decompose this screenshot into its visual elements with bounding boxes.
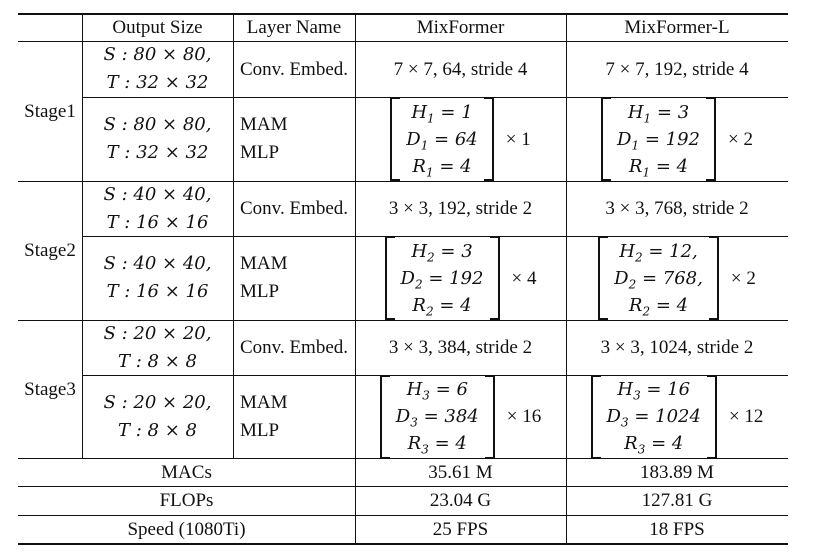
column-rule (233, 13, 234, 459)
output-size-cell (82, 320, 233, 375)
summary-label: MACs (161, 461, 212, 483)
stage-label: Stage1 (24, 100, 76, 122)
repeat-count: × 1 (505, 128, 531, 150)
output-size-search: S : 80 × 80, (103, 44, 212, 65)
left-bracket (390, 97, 400, 181)
right-bracket (706, 97, 716, 181)
heads-value: $H_1 = 1$ (411, 101, 473, 126)
mixformer-l-embed-cell: 7 × 7, 192, stride 4 (605, 58, 749, 80)
left-bracket (385, 236, 395, 320)
layer-name-cell: Conv. Embed. (240, 58, 349, 80)
output-size-cell (82, 236, 233, 320)
heads-value: $H_2 = 3$ (411, 240, 473, 265)
mixformer-l-block-cell (566, 375, 788, 458)
output-size-search: S : 40 × 40, (103, 253, 212, 274)
heads-value: $H_2 = 12$, (619, 240, 698, 265)
summary-mixformer-value: 35.61 M (428, 461, 493, 483)
summary-label: Speed (1080Ti) (127, 518, 246, 540)
layer-name-cell (240, 236, 355, 320)
layer-name-mlp: MLP (240, 142, 280, 163)
dim-value: $D_3 = 1024$ (606, 406, 701, 430)
left-bracket (380, 375, 390, 459)
header-mixformer-l: MixFormer-L (624, 16, 730, 38)
mixformer-embed-cell: 3 × 3, 192, stride 2 (388, 198, 533, 219)
mixformer-block-cell (355, 97, 566, 181)
table-bottom-rule (18, 543, 788, 545)
mixformer-l-block-cell (566, 236, 788, 320)
mixformer-embed-cell: 3 × 3, 384, stride 2 (388, 337, 533, 358)
mixformer-l-block-cell (566, 97, 788, 181)
right-bracket (709, 236, 719, 320)
output-size-cell (82, 181, 233, 236)
output-size-search: S : 80 × 80, (103, 114, 212, 135)
right-bracket (490, 236, 500, 320)
output-size-cell (82, 97, 233, 181)
block-config-matrix (385, 236, 537, 320)
summary-mixformer-value: 23.04 G (429, 490, 492, 511)
heads-value: $H_3 = 16$ (617, 379, 691, 403)
stage-label: Stage2 (24, 240, 76, 261)
output-size-template: T : 32 × 32 (106, 72, 209, 93)
header-output-size: Output Size (112, 16, 203, 38)
dim-value: $D_2 = 768$, (614, 267, 703, 292)
dim-value: $D_1 = 192$ (617, 128, 700, 153)
block-config-matrix (591, 375, 764, 459)
block-config-matrix (598, 236, 756, 320)
output-size-search: S : 20 × 20, (103, 322, 212, 344)
right-bracket (484, 97, 494, 181)
summary-mixformer-l-value: 127.81 G (641, 490, 713, 511)
layer-name-cell: Conv. Embed. (240, 337, 349, 358)
dim-value: $D_2 = 192$ (400, 267, 484, 292)
ratio-value: $R_2 = 4$ (628, 294, 689, 319)
output-size-search: S : 40 × 40, (103, 183, 212, 205)
output-size-cell (82, 41, 233, 97)
heads-value: $H_1 = 3$ (627, 101, 690, 126)
right-bracket (485, 375, 495, 459)
header-layer-name: Layer Name (246, 16, 342, 38)
output-size-cell (82, 375, 233, 458)
dim-value: $D_3 = 384$ (395, 406, 479, 430)
ratio-value: $R_1 = 4$ (412, 155, 472, 180)
mixformer-l-embed-cell: 3 × 3, 1024, stride 2 (600, 337, 754, 358)
summary-mixformer-l-value: 18 FPS (649, 518, 705, 540)
repeat-count: × 16 (506, 406, 542, 427)
ratio-value: $R_1 = 4$ (628, 155, 689, 180)
output-size-template: T : 8 × 8 (118, 419, 197, 441)
repeat-count: × 12 (728, 406, 764, 427)
layer-name-cell: Conv. Embed. (240, 198, 349, 219)
mixformer-embed-cell: 7 × 7, 64, stride 4 (393, 58, 528, 80)
stage-label: Stage3 (24, 378, 76, 400)
right-bracket (707, 375, 717, 459)
heads-value: $H_3 = 6$ (406, 379, 468, 403)
output-size-template: T : 32 × 32 (106, 142, 209, 163)
mixformer-l-embed-cell: 3 × 3, 768, stride 2 (605, 198, 749, 219)
ratio-value: $R_3 = 4$ (624, 433, 684, 457)
layer-name-cell (240, 375, 355, 458)
header-mixformer: MixFormer (416, 16, 505, 38)
summary-label: FLOPs (159, 490, 214, 511)
output-size-template: T : 16 × 16 (106, 281, 209, 302)
left-bracket (601, 97, 611, 181)
ratio-value: $R_3 = 4$ (407, 433, 467, 457)
left-bracket (598, 236, 608, 320)
summary-mixformer-value: 25 FPS (432, 518, 489, 540)
repeat-count: × 2 (730, 267, 756, 289)
block-config-matrix (601, 97, 753, 181)
block-config-matrix (380, 375, 541, 459)
repeat-count: × 4 (511, 267, 537, 289)
summary-mixformer-l-value: 183.89 M (640, 461, 714, 483)
mixformer-block-cell (355, 236, 566, 320)
output-size-template: T : 8 × 8 (118, 350, 197, 372)
layer-name-cell (240, 97, 355, 181)
layer-name-mam: MAM (240, 253, 288, 274)
layer-name-mlp: MLP (240, 419, 280, 441)
block-config-matrix (390, 97, 530, 181)
layer-name-mlp: MLP (240, 281, 280, 302)
layer-name-mam: MAM (240, 114, 288, 135)
output-size-template: T : 16 × 16 (106, 211, 209, 233)
repeat-count: × 2 (728, 128, 753, 150)
left-bracket (591, 375, 601, 459)
output-size-search: S : 20 × 20, (103, 391, 212, 413)
layer-name-mam: MAM (240, 391, 288, 413)
dim-value: $D_1 = 64$ (406, 128, 478, 153)
ratio-value: $R_2 = 4$ (412, 294, 472, 319)
mixformer-block-cell (355, 375, 566, 458)
